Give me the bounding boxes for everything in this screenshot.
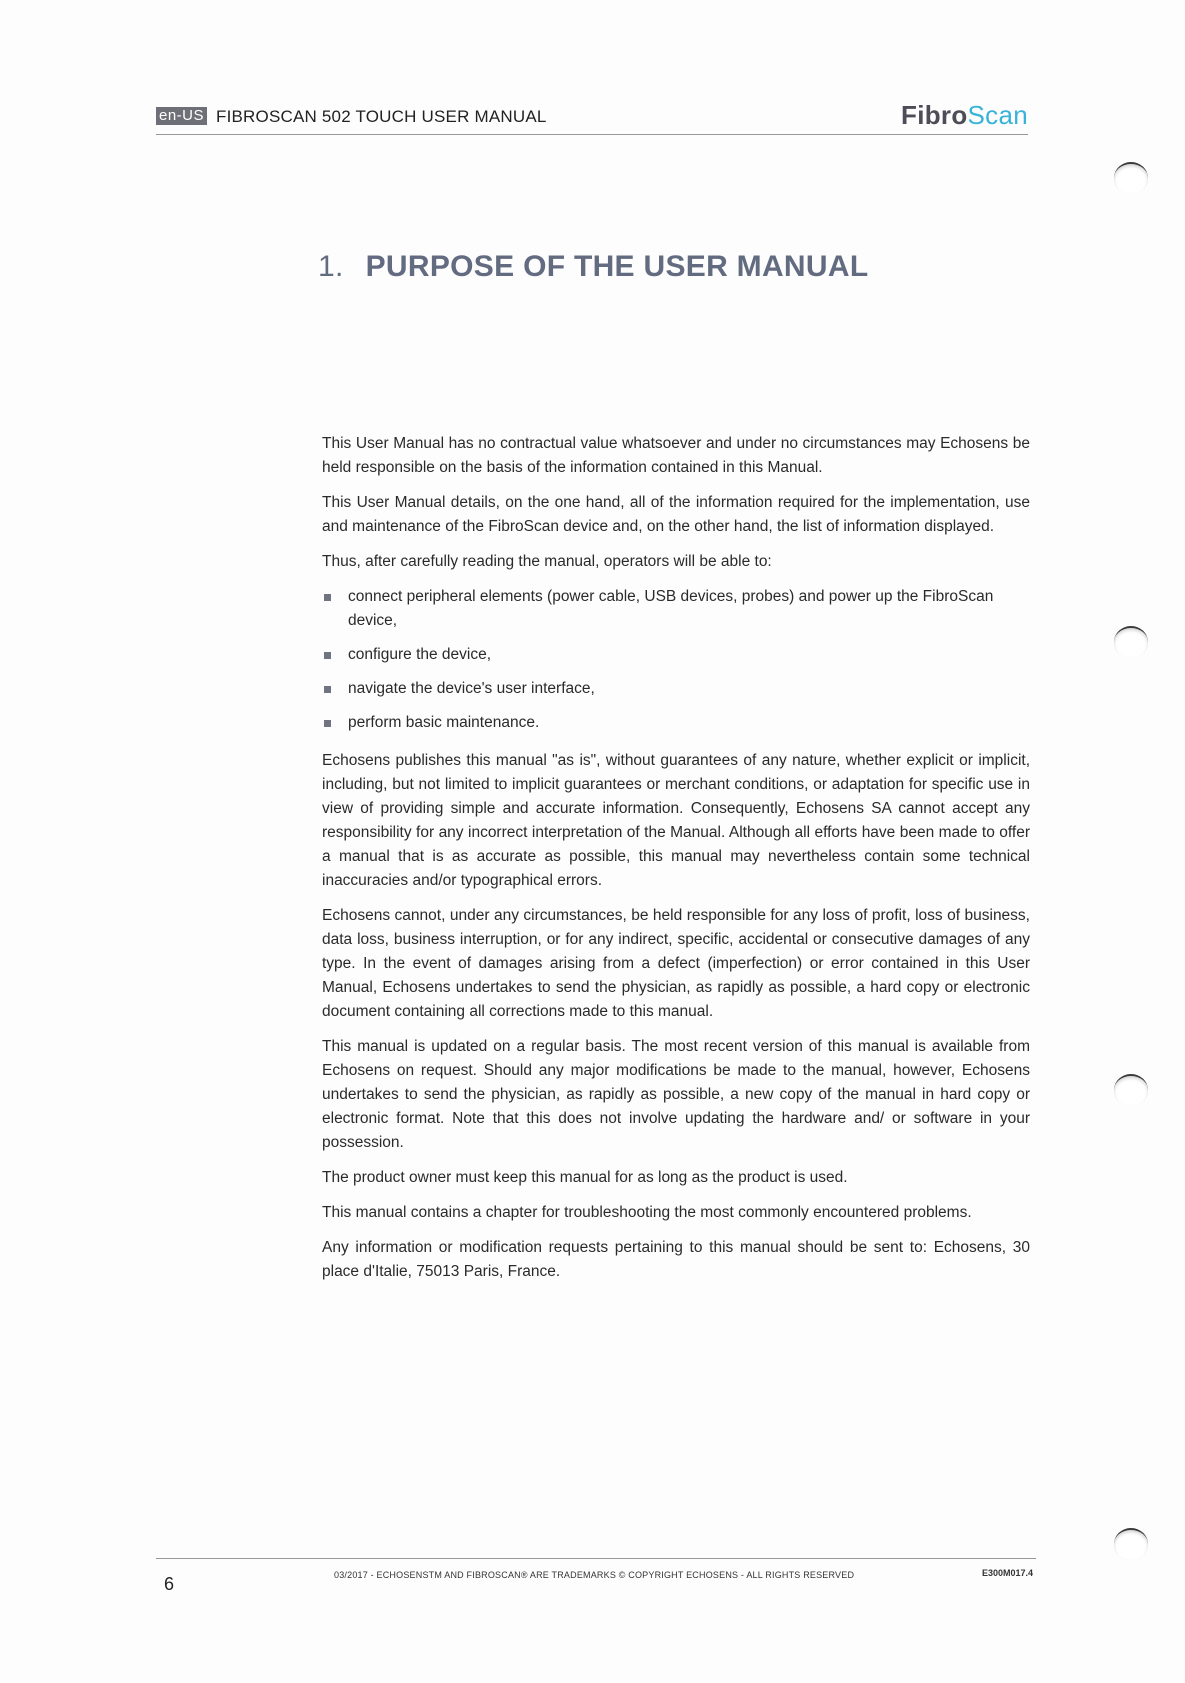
body-content (322, 432, 1030, 1295)
binder-hole-icon (1114, 162, 1148, 194)
document-reference: E300M017.4 (982, 1568, 1034, 1578)
list-item-text: connect peripheral elements (power cable, USB devices, probes) and power up the FibroScan device, (348, 588, 994, 629)
list-item-text: perform basic maintenance. (348, 714, 540, 731)
binder-hole-icon (1114, 1074, 1148, 1106)
paragraph-contact: Any information or modification requests pertaining to this manual should be sent to: Echosens, 30 place d'Italie, 75013 Paris, France. (322, 1239, 1030, 1280)
chapter-title: PURPOSE OF THE USER MANUAL (365, 250, 869, 283)
paragraph-liability: Echosens cannot, under any circumstances, be held responsible for any loss of profit, loss of business, data loss, business interruption, or for any indirect, specific, accidental or consecutive damages of any type. In the event of damages arising from a defect (imperfection) or error contained in this User Manual, Echosens undertakes to send the physician, as rapidly as possible, a hard copy or electronic document containing all corrections made to this manual. (322, 907, 1030, 1020)
paragraph-details: This User Manual details, on the one hand, all of the information required for the implementation, use and maintenance of the FibroScan device and, on the other hand, the list of information displayed. (322, 494, 1030, 535)
paragraph-disclaimer: This User Manual has no contractual value whatsoever and under no circumstances may Echosens be held responsible on the basis of the information contained in this Manual. (322, 435, 1030, 476)
language-badge: en-US (156, 107, 207, 125)
list-item (322, 711, 1030, 735)
manual-title: FIBROSCAN 502 TOUCH USER MANUAL (216, 107, 547, 126)
square-bullet-icon (324, 594, 331, 601)
chapter-number: 1. (318, 250, 344, 283)
footer-divider (156, 1558, 1036, 1559)
square-bullet-icon (324, 686, 331, 693)
list-item-text: configure the device, (348, 646, 492, 663)
paragraph-updates: This manual is updated on a regular basis. The most recent version of this manual is available from Echosens on request. Should any major modifications be made to the manual, however, Echosens undertakes to send the physician, as rapidly as possible, a new copy of the manual in hard copy or electronic format. Note that this does not involve updating the hardware and/ or software in your possession. (322, 1038, 1030, 1151)
list-item (322, 643, 1030, 667)
logo-text-scan: Scan (967, 100, 1028, 130)
binder-hole-icon (1114, 1528, 1148, 1560)
footer-copyright: 03/2017 - ECHOSENSTM AND FIBROSCAN® ARE TRADEMARKS © COPYRIGHT ECHOSENS - ALL RIGHTS RESERVED (334, 1570, 855, 1580)
chapter-heading (318, 250, 868, 284)
paragraph-intro-list: Thus, after carefully reading the manual, operators will be able to: (322, 553, 772, 570)
square-bullet-icon (324, 720, 331, 727)
page-number: 6 (164, 1574, 175, 1594)
list-item (322, 585, 1030, 633)
logo-text-fibro: Fibro (901, 100, 968, 130)
capabilities-list (322, 585, 1030, 735)
fibroscan-logo (901, 100, 1028, 131)
square-bullet-icon (324, 652, 331, 659)
binder-hole-icon (1114, 626, 1148, 658)
page-header (156, 100, 1028, 135)
list-item-text: navigate the device's user interface, (348, 680, 595, 697)
paragraph-as-is: Echosens publishes this manual "as is", without guarantees of any nature, whether explicit or implicit, including, but not limited to implicit guarantees or merchant conditions, or adaptation for specific use in view of providing simple and accurate information. Consequently, Echosens SA cannot accept any responsibility for any incorrect interpretation of the Manual. Although all efforts have been made to offer a manual that is as accurate as possible, this manual may nevertheless contain some technical inaccuracies and/or typographical errors. (322, 752, 1030, 889)
paragraph-troubleshooting: This manual contains a chapter for troubleshooting the most commonly encountered problems. (322, 1204, 972, 1221)
paragraph-retention: The product owner must keep this manual for as long as the product is used. (322, 1169, 848, 1186)
list-item (322, 677, 1030, 701)
